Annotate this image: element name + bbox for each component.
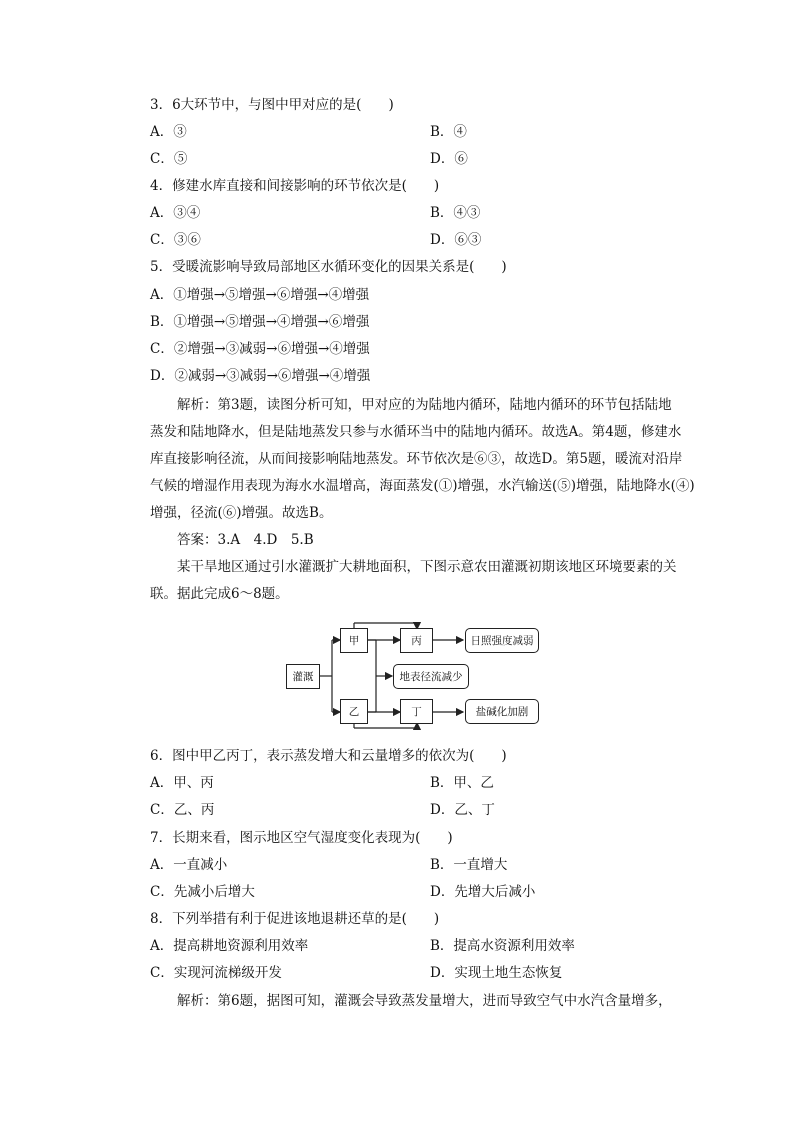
question-5-option-c: C．②增强→③减弱→⑥增强→④增强	[150, 341, 370, 357]
irrigation-box: 灌溉	[286, 664, 320, 689]
question-4-option-a: A．③④	[150, 205, 201, 221]
question-5-option-a: A．①增强→⑤增强→⑥增强→④增强	[150, 287, 370, 303]
question-6-stem: 6．图中甲乙丙丁，表示蒸发增大和云量增多的依次为( )	[150, 748, 507, 764]
question-3-option-d: D．⑥	[430, 151, 468, 167]
analysis-6-8: 解析：第6题，据图可知，灌溉会导致蒸发量增大，进而导致空气中水汽含量增多，	[150, 993, 672, 1009]
ding-box: 丁	[400, 699, 433, 724]
question-5-option-b: B．①增强→⑤增强→④增强→⑥增强	[150, 314, 370, 330]
question-3-option-c: C．⑤	[150, 151, 188, 167]
question-6-option-c: C．乙、丙	[150, 802, 215, 818]
bing-box: 丙	[400, 628, 433, 653]
analysis-3-5-line: 库直接影响径流，从而间接影响陆地蒸发。环节依次是⑥③，故选D。第5题，暖流对沿岸	[150, 451, 683, 467]
question-7-option-a: A．一直减小	[150, 857, 228, 873]
intro-6-8	[150, 554, 677, 608]
question-8-stem: 8．下列举措有利于促进该地退耕还草的是( )	[150, 911, 440, 927]
runoff-box: 地表径流减少	[393, 664, 469, 689]
question-6-option-a: A．甲、丙	[150, 775, 214, 791]
question-4-option-c: C．③⑥	[150, 232, 201, 248]
question-8-option-a: A．提高耕地资源利用效率	[150, 938, 309, 954]
analysis-3-5-line: 气候的增湿作用表现为海水水温增高，海面蒸发(①)增强，水汽输送(⑤)增强，陆地降水(④)	[150, 478, 695, 494]
question-7-option-c: C．先减小后增大	[150, 884, 255, 900]
question-3-option-b: B．④	[430, 124, 467, 140]
analysis-3-5-line: 增强，径流(⑥)增强。故选B。	[150, 505, 333, 521]
question-4-option-d: D．⑥③	[430, 232, 482, 248]
analysis-3-5-line: 蒸发和陆地降水，但是陆地蒸发只参与水循环当中的陆地内循环。故选A。第4题，修建水	[150, 424, 682, 440]
jia-box: 甲	[340, 628, 368, 653]
yi-box: 乙	[340, 699, 368, 724]
analysis-3-5	[150, 392, 695, 527]
salinization-box: 盐碱化加剧	[465, 699, 539, 724]
intro-line: 某干旱地区通过引水灌溉扩大耕地面积，下图示意农田灌溉初期该地区环境要素的关	[150, 559, 677, 575]
question-8-option-b: B．提高水资源利用效率	[430, 938, 575, 954]
question-4-stem: 4．修建水库直接和间接影响的环节依次是( )	[150, 178, 440, 194]
answer-3-5: 答案：3.A 4.D 5.B	[150, 532, 314, 548]
irrigation-diagram	[280, 620, 550, 732]
intro-line: 联。据此完成6～8题。	[150, 586, 289, 602]
question-4-option-b: B．④③	[430, 205, 481, 221]
sunshine-box: 日照强度减弱	[465, 628, 539, 653]
question-7-option-d: D．先增大后减小	[430, 884, 536, 900]
question-8-option-c: C．实现河流梯级开发	[150, 965, 282, 981]
question-5-stem: 5．受暖流影响导致局部地区水循环变化的因果关系是( )	[150, 259, 507, 275]
question-6-option-d: D．乙、丁	[430, 802, 495, 818]
question-8-option-d: D．实现土地生态恢复	[430, 965, 563, 981]
question-7-option-b: B．一直增大	[430, 857, 508, 873]
question-6-option-b: B．甲、乙	[430, 775, 494, 791]
question-3-option-a: A．③	[150, 124, 187, 140]
analysis-3-5-line: 解析：第3题，读图分析可知，甲对应的为陆地内循环，陆地内循环的环节包括陆地	[150, 397, 672, 413]
question-3-stem: 3．6大环节中，与图中甲对应的是( )	[150, 97, 394, 113]
question-7-stem: 7．长期来看，图示地区空气湿度变化表现为( )	[150, 830, 453, 846]
question-5-option-d: D．②减弱→③减弱→⑥增强→④增强	[150, 368, 371, 384]
